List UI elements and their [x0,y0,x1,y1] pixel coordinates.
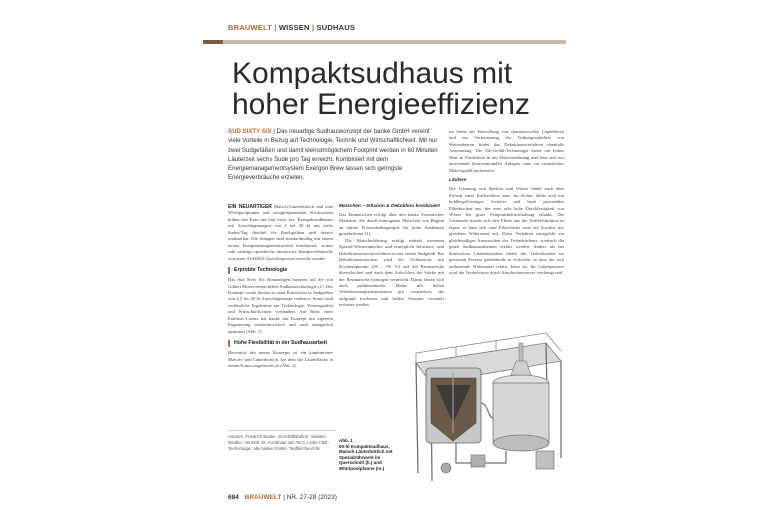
footer-publication: BRAUWELT [244,494,282,501]
title-line-2: hoher Energieeffizienz [232,88,530,121]
header-separator: | [311,23,317,32]
subhead-laeutern: Läutern [449,178,467,184]
caption-label: Abb. 1 [339,438,353,443]
paragraph: im Sinne der Herstellung von charaktervollen Lagerbieren und zur Verbesserung der Trübungsstabilität von Weizenbieren findet das Dekoktionsverfahren ebenfalls Anwendung. Die Ein-Gefäß-Technologie bietet ein hohes Maß an Flexibilität in der Maischeführung und lässt sich auf bestehende (konventionelle) Anlagen ohne ein zusätzliches Maischgefäß nachrüsten. [449,129,564,173]
text-column-1 [228,204,333,370]
figure-caption [339,438,395,472]
subhead-maischen: Maischen – Infusion & Dekoktion kombiniert [339,204,441,209]
subhead-hohe-flexibilitaet: Hohe Flexibilität in der Sudhausarbeit [228,340,333,347]
lead-kicker: SUD SIXTY SIX [228,128,272,135]
article-title [232,58,562,120]
lead-text: | Das neuartige Sudhauskonzept der banke GmbH vereint viele Vorteile in Bezug auf Technologie, Technik und Wirtschaftlichkeit. Mit nur zwei Sudgefäßen und damit kleinstmöglichem Footprint werden in 60 Minuten Läuterzeit sechs Sude pro Tag erreicht. Kombiniert mit dem Energiemanagementsystem Exergon Brew lassen sich geringste Energieverbräuche erzielen. [228,128,438,182]
article-lead [228,127,443,183]
footer-issue: | NR. 27-28 (2023) [283,494,337,501]
text-column-2 [339,204,444,309]
brewhouse-illustration [396,323,566,483]
title-line-1: Kompaktsudhaus mit [232,57,513,90]
subhead-erprobte-technologie: Erprobte Technologie [228,267,333,274]
header-brand: BRAUWELT [228,23,272,32]
paragraph: Herzstück des neuen Konzepts ist ein kombinierter Maisch- und Läuterbottich, bei dem die Läuterfläche in einem Konus angebracht ist (Abb. 2). [228,350,333,369]
paragraph: Die Trennung von Spelzen und Würze findet nach dem Prinzip eines Kaffeefilters statt. Im Konus bildet sich ein hohlkegelförmiger, lockerer und hoch permeabler Filterkuchen aus, der eine sehr hohe Durchlässigkeit von Würze bei guter Feinpartikelrückhaltung erlaubt. Die Geometrie macht sich den Effekt aus der Kaffeefiltration zu eigen, es baut sich eine Filterfläche stets ein Kuchen mit gleichem Widerstand auf. Diese Verhalten ermöglicht ein gleichmäßiges Auswaschen des Treberkuchens, wodurch die guten Sudhausausbeuten erklärt werden. Anders als bei klassischen Läuterbottichen bleibt der Treberkuchen im gesamten Prozess größtenteils in Schwebe, so dass der sich aufbauende Widerstand relativ klein ist. Im Läuterprozess wird die Vorderwürze durch Anschwänzwasser verdrängt und [449,186,564,276]
author-info: Autoren: Friedrich Banke, Geschäftsführer, Valentin Reuber, Vertrieb, Dr. Kortänian von Terzi, Leiter F&E-Technologie; alle banke GmbH, Tauflkirchen/Vils [228,430,336,452]
header-separator: | [274,23,279,32]
caption-text: 50-hl Kompaktsudhaus, Maisch-Läuterbottich mit Spezialrührwerk im Querschnitt (li.) und Whirlpoolpfanne (re.) [339,443,393,471]
header-rule-accent [203,40,223,44]
header-rule [203,40,566,44]
paragraph: Das Sud Sixty Six Brauanlagen basieren auf der von Gilbert Moser entwickelten Sudhaustechnologie [1]. Das Konzept wurde bereits in neun Brauereien in Sudgrößen von 2,5 bis 40 hl Ausschlagmenge realisiert. Somit sind verlässliche Ergebnisse zur Technologie, Würzequalität und Wirtschaftlichkeit vorhanden. Auf Basis einer Exklusiv-Lizenz hat banke das Konzept mit eigenem Engineering weiterentwickelt und auch energetisch optimiert (Abb. 1). [228,277,333,334]
section-header [228,23,355,32]
text-column-3 [449,129,564,277]
intro-label: EIN NEUARTIGER [228,204,272,210]
intro-text: Maisch-Läuterbottich und eine Whirlpoolpfanne mit energiesparendem Kochsystem bilden den Kern des Sud Sixty Six. Kompaktsudhäuser mit Ausschlagmengen von 5 bis 40 hl mit sechs Suden/Tag flexibel für Batchgrößen und derzeit realisierbar. Die Anlagen sind standardmäßig mit einem neuen Energiemanagementsystem kombiniert, womit sehr niedrige spezifische thermische Energieverbräuche von unter 4 kWh/hl Ausschlagwürze erreicht werden. [228,204,334,261]
header-section-wissen: WISSEN [278,23,310,32]
page-footer [228,494,337,501]
paragraph: Das Einmaischen erfolgt über den banke Vormaischer Maxbirnt, der durch homogenes Maischen von Beginn an ideale Prozessbedingungen für hohe Ausbeuten gewährleistet [2]. [339,212,444,237]
header-section-sudhaus: SUDHAUS [316,23,356,32]
paragraph: Die Maischeführung erfolgt mittels externem Spezial-Wärmetauscher und ermöglicht Infusions- und Dekoktionsmaischverfahren in nur einem Sudgefäß. Bei Dekoktionsmaischen wird die Teilmaische mit Kochtemperatur (95 – 99 °C) auf die Restmaische überschichtet und nach dem Aufschluss der Stärke mit der Restmaische homogen vermischt. Damit lassen sich auch problematische Malze mit hohen Verkleisterungstemperaturen gut verarbeiten, die aufgrund trockener und heißer Sommer verstärkt erwartet werden. [339,237,444,308]
page-number: 684 [228,494,239,501]
